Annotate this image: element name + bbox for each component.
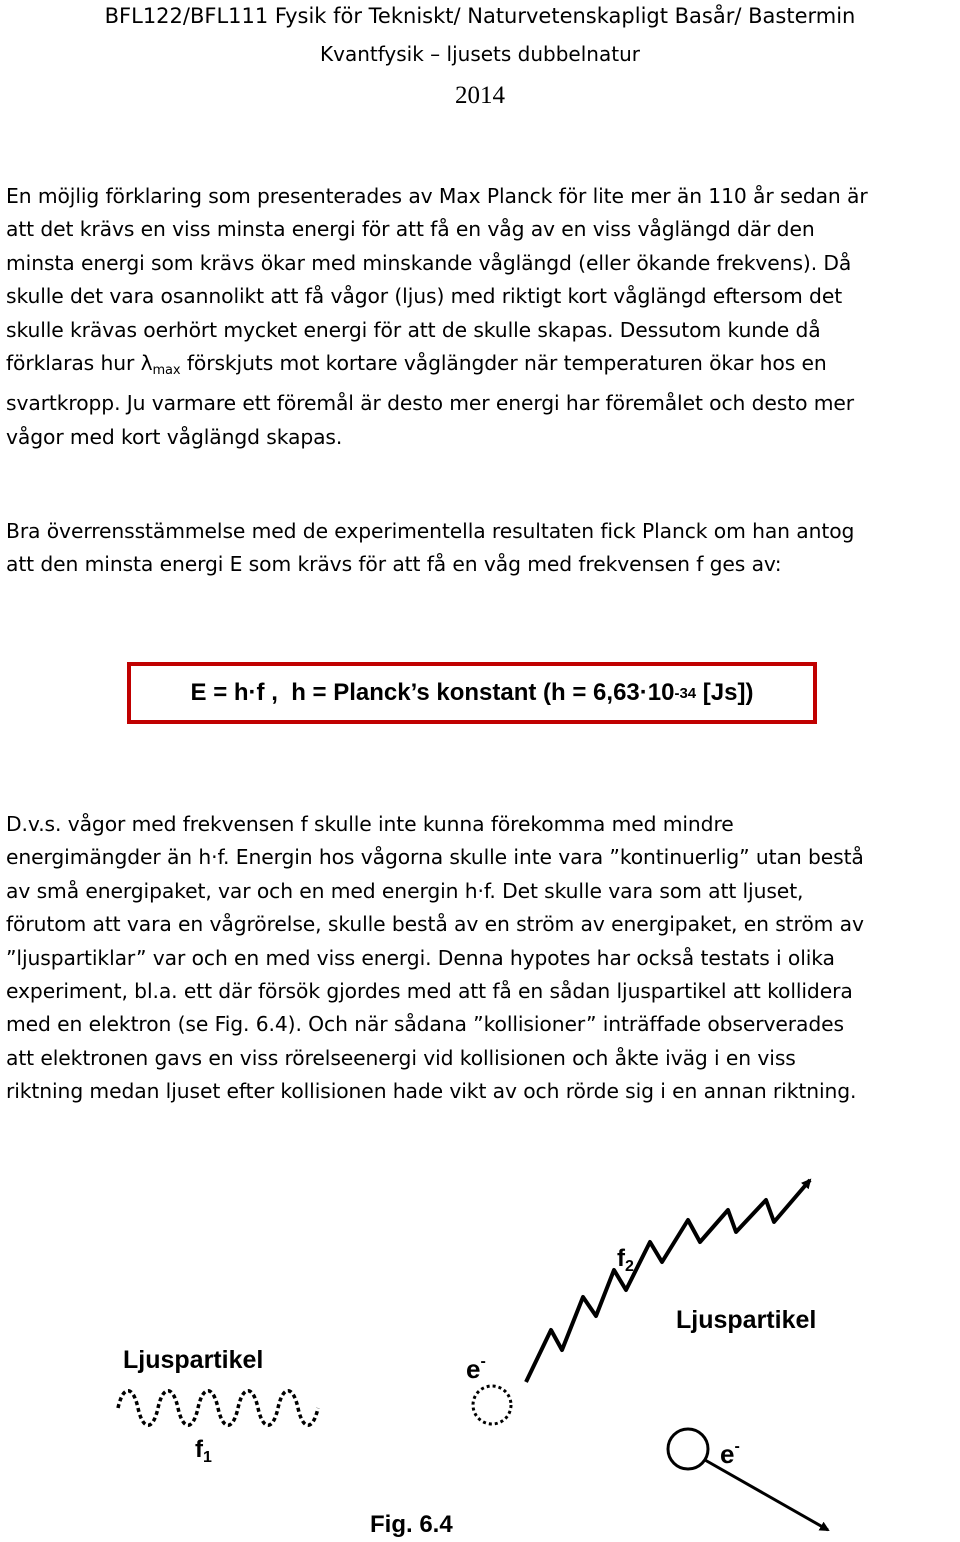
text-line-lambda-max <box>6 347 954 387</box>
lambda-subscript: max <box>152 363 181 379</box>
formula-box <box>127 662 817 724</box>
label-electron-after <box>720 1438 740 1470</box>
label-f2 <box>617 1245 634 1276</box>
label-f1-subscript: 1 <box>203 1449 212 1466</box>
formula-exponent: -34 <box>674 684 697 702</box>
text-line: skulle krävas oerhört mycket energi för att de skulle skapas. Dessutom kunde då <box>6 317 821 342</box>
header-year: 2014 <box>455 82 505 109</box>
scattered-photon-wave <box>526 1180 810 1382</box>
label-electron-before <box>466 1353 486 1385</box>
electron-before-circle <box>473 1386 511 1424</box>
header-course: BFL122/BFL111 Fysik för Tekniskt/ Naturvetenskapligt Basår/ Bastermin <box>104 4 856 28</box>
collision-figure <box>0 1140 960 1542</box>
text-line: minsta energi som krävs ökar med minskande våglängd (eller ökande frekvens). Då <box>6 250 852 275</box>
header-topic: Kvantfysik – ljusets dubbelnatur <box>320 42 640 66</box>
label-electron-after-text: e <box>720 1439 735 1469</box>
text-line: experiment, bl.a. ett där försök gjordes med att få en sådan ljuspartikel att kollidera <box>6 979 853 1004</box>
label-incoming-photon: Ljuspartikel <box>123 1346 264 1374</box>
formula-main: E = h·f , h = Planck’s konstant (h = 6,63·10 <box>190 679 675 706</box>
label-f2-subscript: 2 <box>625 1258 634 1275</box>
text-line: av små energipaket, var och en med energin h·f. Det skulle vara som att ljuset, <box>6 878 804 903</box>
text-line: ”ljuspartiklar” var och en med viss energi. Denna hypotes har också testats i olika <box>6 945 835 970</box>
planck-formula <box>131 666 813 720</box>
text-line: svartkropp. Ju varmare ett föremål är desto mer energi har föremålet och desto mer <box>6 391 855 416</box>
text-line: skulle det vara osannolikt att få vågor (ljus) med riktigt kort våglängd eftersom det <box>6 284 843 309</box>
text-line: En möjlig förklaring som presenterades av Max Planck för lite mer än 110 år sedan är <box>6 184 868 208</box>
text-line: förutom att vara en vågrörelse, skulle bestå av en ström av energipaket, en ström av <box>6 912 864 937</box>
paragraph-planck-assumption <box>6 515 954 582</box>
text-fragment: förskjuts mot kortare våglängder när temperaturen ökar hos en <box>180 351 827 376</box>
figure-caption: Fig. 6.4 <box>370 1511 453 1538</box>
label-f2-text: f <box>617 1245 625 1272</box>
label-f1-text: f <box>195 1436 203 1463</box>
text-line: energimängder än h·f. Energin hos vågorna skulle inte vara ”kontinuerlig” utan bestå <box>6 845 864 870</box>
text-line: D.v.s. vågor med frekvensen f skulle inte kunna förekomma med mindre <box>6 812 734 836</box>
formula-unit: [Js]) <box>696 679 754 706</box>
text-line: vågor med kort våglängd skapas. <box>6 424 343 449</box>
label-scattered-photon: Ljuspartikel <box>676 1306 817 1334</box>
text-line: riktning medan ljuset efter kollisionen hade vikt av och rörde sig i en annan riktning. <box>6 1079 857 1104</box>
text-line: att elektronen gavs en viss rörelseenergi vid kollisionen och åkte iväg i en viss <box>6 1045 796 1070</box>
paragraph-energy-packets <box>6 808 954 1109</box>
electron-after-circle <box>668 1429 708 1469</box>
label-electron-after-charge: - <box>734 1438 740 1455</box>
text-line: att det krävs en viss minsta energi för att få en våg av en viss våglängd där den <box>6 217 815 242</box>
electron-direction-arrow <box>705 1460 828 1530</box>
text-fragment: förklaras hur λ <box>6 351 153 376</box>
paragraph-planck-explanation <box>6 180 954 454</box>
label-electron-before-charge: - <box>480 1353 486 1370</box>
label-f1 <box>195 1436 212 1467</box>
label-electron-before-text: e <box>466 1354 481 1384</box>
text-line: att den minsta energi E som krävs för att få en våg med frekvensen f ges av: <box>6 552 782 577</box>
incoming-photon-wave <box>118 1391 318 1426</box>
text-line: Bra överrensstämmelse med de experimentella resultaten fick Planck om han antog <box>6 519 855 543</box>
text-line: med en elektron (se Fig. 6.4). Och när sådana ”kollisioner” inträffade observerades <box>6 1012 844 1037</box>
